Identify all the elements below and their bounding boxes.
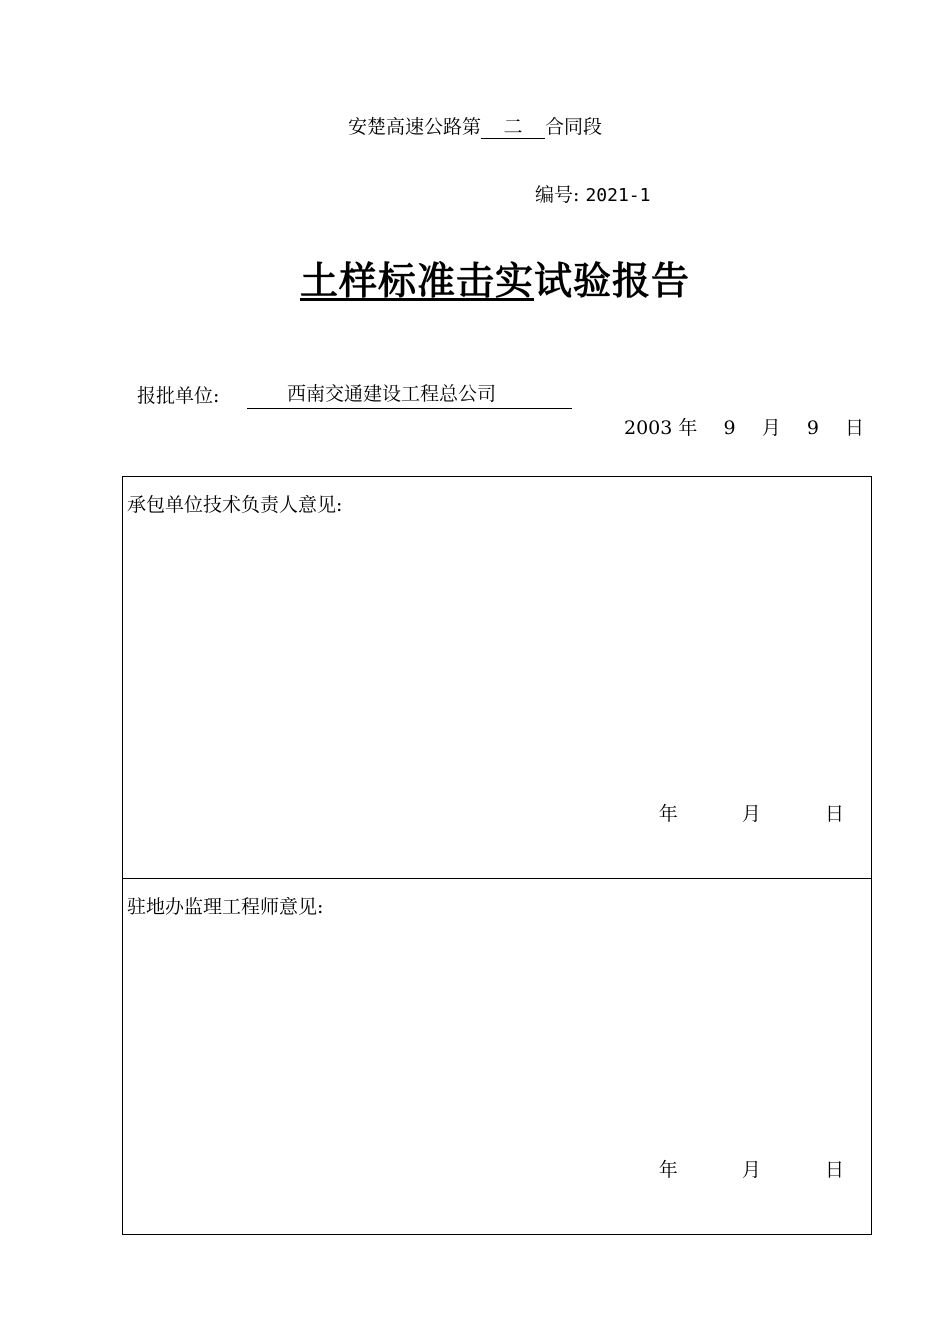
applicant-label: 报批单位:	[137, 385, 220, 407]
contractor-year-unit: 年	[658, 803, 678, 825]
contractor-day-unit: 日	[824, 803, 844, 825]
header-suffix: 合同段	[545, 116, 603, 138]
report-month-unit: 月	[761, 417, 781, 439]
report-year-unit: 年	[678, 417, 698, 439]
contract-section-header	[0, 112, 950, 139]
applicant-value: 西南交通建设工程总公司	[247, 381, 572, 409]
title-rest: 试验报告	[534, 258, 691, 303]
contractor-sign-date	[659, 799, 844, 826]
supervisor-sign-date	[659, 1155, 844, 1182]
number-label: 编号:	[535, 184, 580, 206]
contractor-opinion-box	[122, 476, 872, 879]
supervisor-opinion-box	[122, 878, 872, 1235]
contractor-month-unit: 月	[741, 803, 761, 825]
report-title	[0, 250, 950, 305]
contractor-opinion-label: 承包单位技术负责人意见:	[127, 494, 343, 516]
section-number: 二	[481, 116, 545, 139]
title-underlined: 土样标准击实	[299, 258, 534, 303]
supervisor-day-unit: 日	[824, 1159, 844, 1181]
supervisor-month-unit: 月	[741, 1159, 761, 1181]
supervisor-opinion-label: 驻地办监理工程师意见:	[127, 896, 324, 918]
report-month: 9	[723, 417, 736, 439]
document-number	[535, 180, 650, 207]
report-day: 9	[806, 417, 819, 439]
report-year: 2003	[624, 417, 673, 439]
supervisor-year-unit: 年	[658, 1159, 678, 1181]
number-value: 2021-1	[585, 185, 651, 206]
report-day-unit: 日	[845, 417, 865, 439]
report-date	[624, 413, 864, 440]
header-prefix: 安楚高速公路第	[347, 116, 481, 138]
